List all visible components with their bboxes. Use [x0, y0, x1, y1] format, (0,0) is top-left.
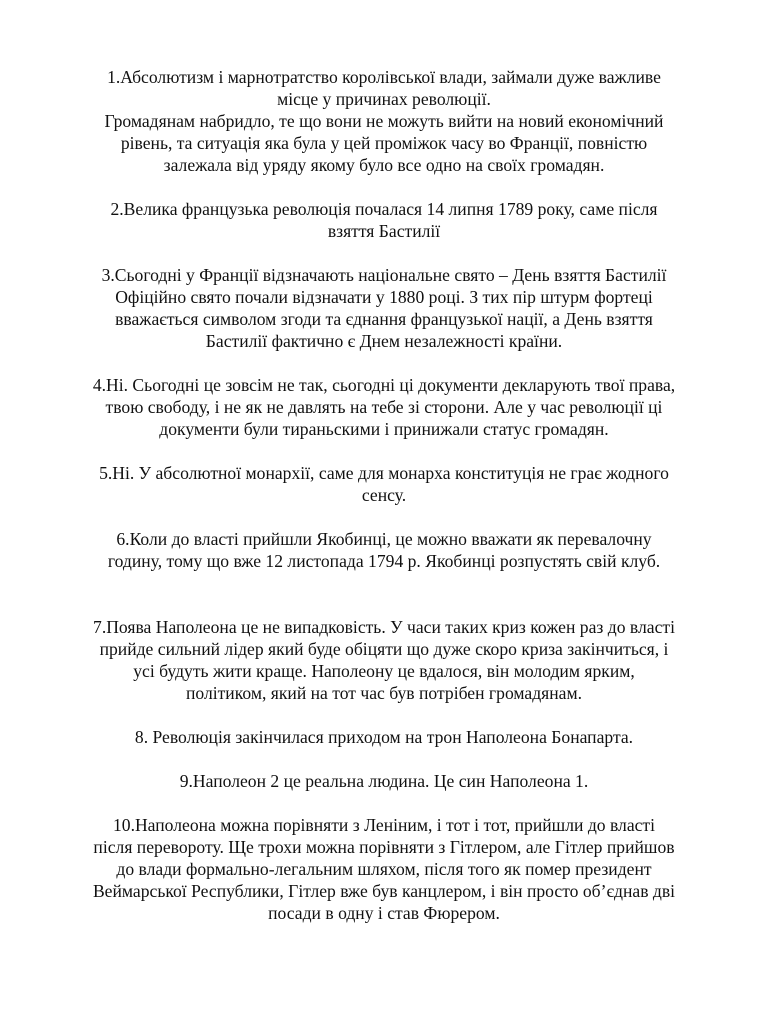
paragraph-spacer	[0, 792, 768, 814]
answer-2	[0, 198, 768, 242]
paragraph-spacer	[0, 176, 768, 198]
text-line: Бастилії фактично є Днем незалежності країни.	[205, 331, 563, 351]
text-line: посади в одну і став Фюрером.	[268, 903, 500, 923]
text-line: рівень, та ситуація яка була у цей проміжок часу во Франції, повністю	[120, 133, 648, 153]
paragraph-spacer	[0, 352, 768, 374]
text-line: Громадянам набридло, те що вони не можуть вийти на новий економічний	[104, 111, 664, 131]
answer-7	[0, 616, 768, 704]
answer-8	[0, 726, 768, 748]
text-line: 5.Ні. У абсолютної монархії, саме для монарха конституція не грає жодного	[99, 463, 669, 483]
answer-3	[0, 264, 768, 352]
paragraph-spacer	[0, 440, 768, 462]
document-page	[0, 66, 768, 924]
answer-9	[0, 770, 768, 792]
answer-10	[0, 814, 768, 924]
paragraph-spacer	[0, 748, 768, 770]
answer-4	[0, 374, 768, 440]
paragraph-spacer	[0, 506, 768, 528]
text-line: взяття Бастилії	[327, 221, 441, 241]
paragraph-spacer	[0, 572, 768, 616]
text-line: 4.Ні. Сьогодні це зовсім не так, сьогодні ці документи декларують твої права,	[92, 375, 676, 395]
text-line: годину, тому що вже 12 листопада 1794 р. Якобинці розпустять свій клуб.	[107, 551, 661, 571]
text-line: документи були тираньскими і принижали статус громадян.	[159, 419, 609, 439]
answer-6	[0, 528, 768, 572]
text-line: 3.Сьогодні у Франції відзначають національне свято – День взяття Бастилії	[101, 265, 667, 285]
text-line: до влади формально-легальним шляхом, після того як помер президент	[116, 859, 652, 879]
text-line: після перевороту. Ще трохи можна порівняти з Гітлером, але Гітлер прийшов	[93, 837, 675, 857]
text-line: 7.Поява Наполеона це не випадковість. У часи таких криз кожен раз до власті	[93, 617, 675, 637]
text-line: 6.Коли до власті прийшли Якобинці, це можно вважати як перевалочну	[116, 529, 652, 549]
text-line: 8. Революція закінчилася приходом на трон Наполеона Бонапарта.	[134, 727, 634, 747]
text-line: сенсу.	[361, 485, 407, 505]
text-line: місце у причинах революції.	[277, 89, 491, 109]
text-line: політиком, який на тот час був потрібен громадянам.	[185, 683, 583, 703]
text-line: Офіційно свято почали відзначати у 1880 році. З тих пір штурм фортеці	[115, 287, 653, 307]
text-line: 2.Велика французька революція почалася 14 липня 1789 року, саме після	[110, 199, 658, 219]
paragraph-spacer	[0, 704, 768, 726]
text-line: 10.Наполеона можна порівняти з Леніним, і тот і тот, прийшли до власті	[112, 815, 656, 835]
text-line: Веймарської Республики, Гітлер вже був канцлером, і він просто об’єднав дві	[92, 881, 676, 901]
text-line: твою свободу, і не як не давлять на тебе зі сторони. Але у час революції ці	[105, 397, 663, 417]
paragraph-spacer	[0, 242, 768, 264]
text-line: усі будуть жити краще. Наполеону це вдалося, він молодим ярким,	[133, 661, 635, 681]
text-line: залежала від уряду якому було все одно на своїх громадян.	[163, 155, 605, 175]
answer-1	[0, 66, 768, 176]
text-line: прийде сильний лідер який буде обіцяти що дуже скоро криза закінчиться, і	[99, 639, 669, 659]
answer-5	[0, 462, 768, 506]
text-line: 1.Абсолютизм і марнотратство королівської влади, займали дуже важливе	[107, 67, 661, 87]
text-line: 9.Наполеон 2 це реальна людина. Це син Наполеона 1.	[179, 771, 589, 791]
text-line: вважається символом згоди та єднання французької нації, а День взяття	[115, 309, 653, 329]
